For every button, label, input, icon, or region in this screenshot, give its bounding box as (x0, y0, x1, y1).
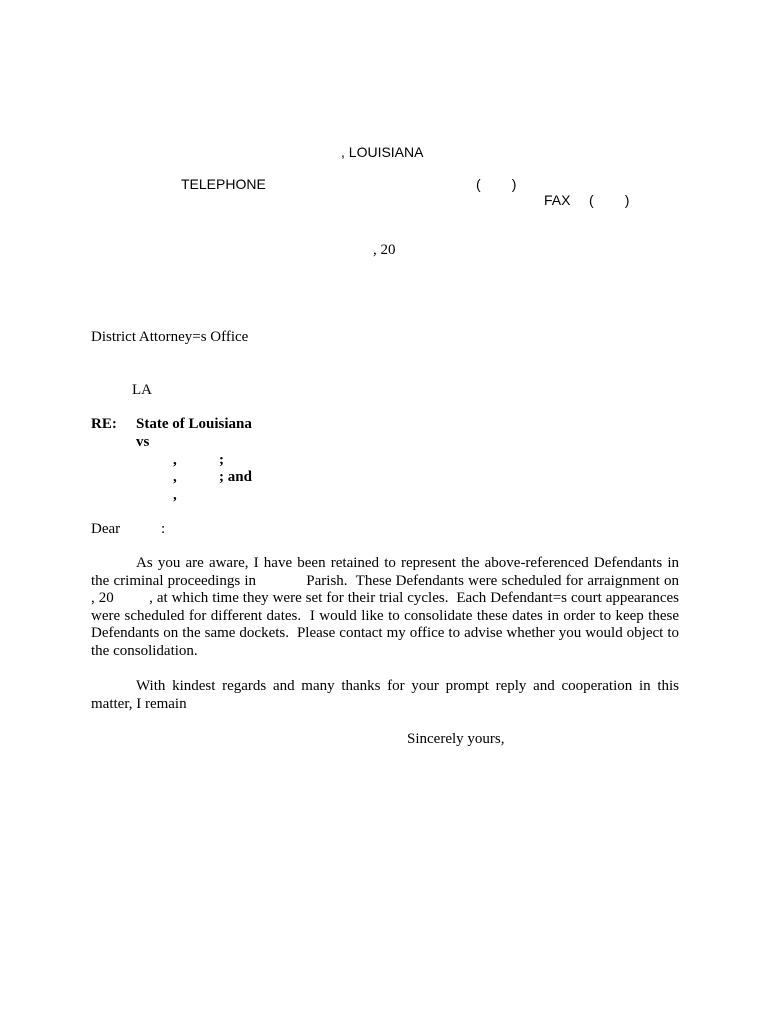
body-paragraph-2 (91, 678, 679, 713)
case-title: State of Louisiana (136, 416, 252, 432)
telephone-label: TELEPHONE (181, 176, 266, 192)
defendant-tail-1: ; (219, 452, 224, 468)
body-paragraph-1 (91, 555, 713, 660)
defendant-comma-1: , (173, 452, 177, 468)
fax-label: FAX (544, 192, 571, 208)
defendant-comma-2: , (173, 469, 177, 485)
defendant-comma-3: , (173, 487, 177, 503)
body-paragraph-1-text: As you are aware, I have been retained to represent the above-referenced Defendants in the criminal proceedings in Parish. These Defendants were scheduled for arraignment on , 20 , at which time they were set for their trial cycles. Each Defendant=s court appearances were scheduled for different dates. I would like to consolidate these dates in order to keep these Defendants on the same dockets. Please contact my office to advise whether you would object to the consolidation. (91, 555, 713, 659)
telephone-area-code: ( ) (476, 176, 517, 192)
recipient-state: LA (132, 382, 152, 398)
defendant-tail-2: ; and (219, 469, 252, 485)
recipient-office: District Attorney=s Office (91, 329, 249, 345)
closing: Sincerely yours, (407, 731, 505, 747)
salutation-colon: : (161, 521, 166, 537)
letterhead-city-state: , LOUISIANA (341, 144, 424, 160)
case-vs: vs (136, 434, 150, 450)
fax-area-code: ( ) (589, 192, 630, 208)
re-label: RE: (91, 416, 117, 432)
salutation-dear: Dear (91, 521, 121, 537)
body-paragraph-2-text: With kindest regards and many thanks for your prompt reply and cooperation in this matter, I remain (91, 678, 679, 712)
date-line: , 20 (373, 242, 396, 258)
